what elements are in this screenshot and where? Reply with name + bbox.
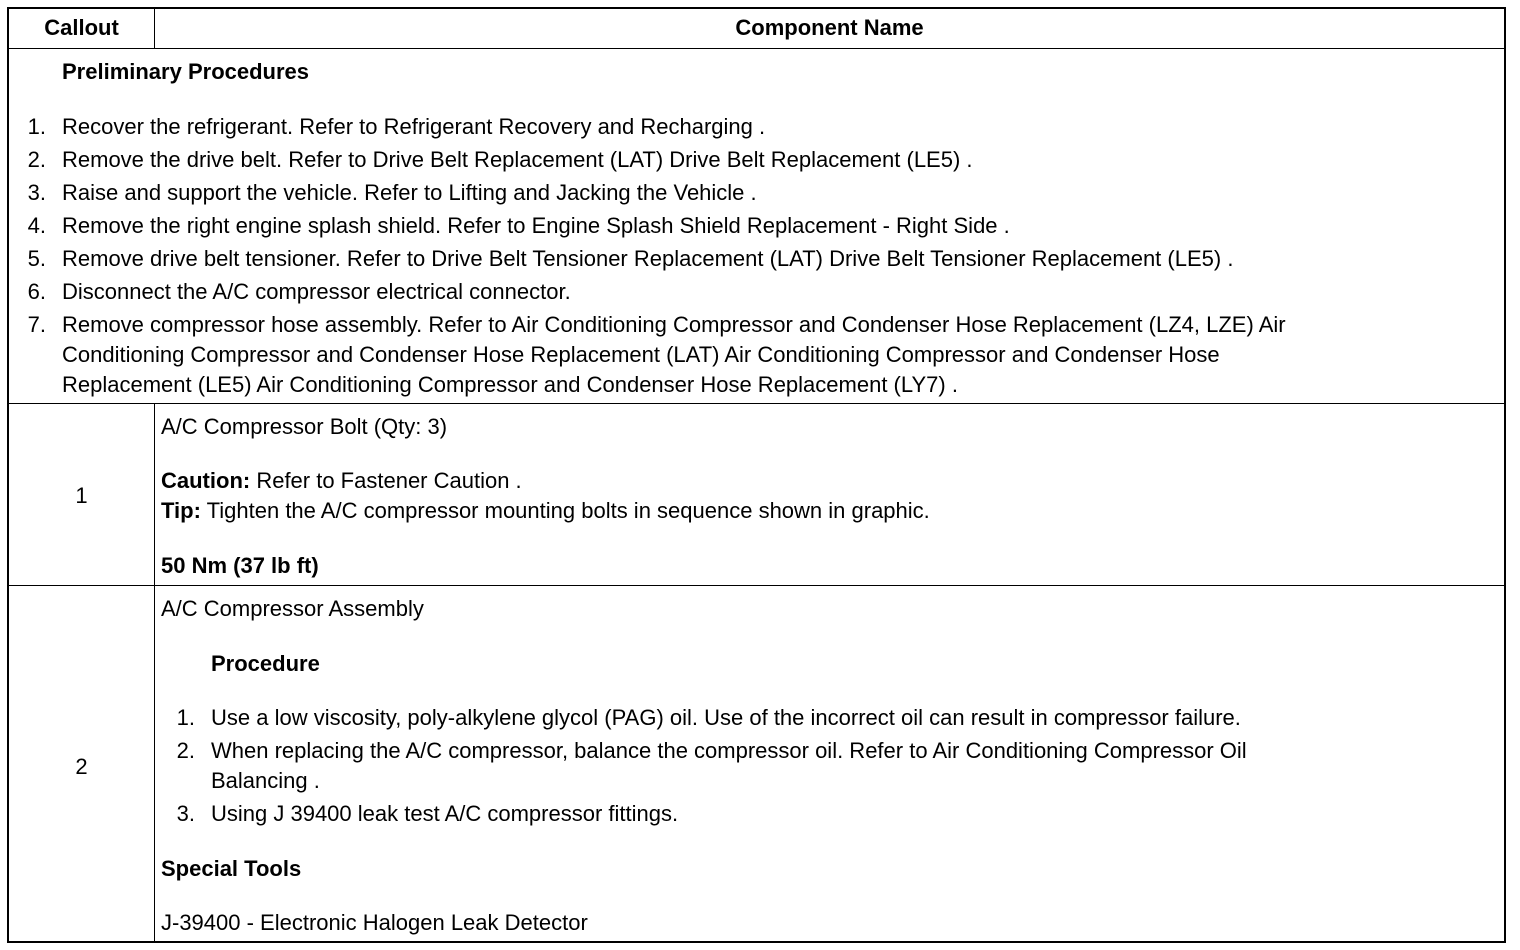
step-number: 1. (176, 705, 195, 730)
callout-number: 1 (75, 483, 88, 508)
component-name-header: Component Name (735, 15, 924, 40)
tip-note (161, 498, 930, 524)
step-number: 6. (27, 279, 46, 304)
step-number: 3. (27, 180, 46, 205)
step-number: 5. (27, 246, 46, 271)
component-name: A/C Compressor Bolt (Qty: 3) (161, 414, 448, 439)
special-tools-heading: Special Tools (161, 856, 302, 881)
row-divider-1 (9, 403, 1504, 404)
step-text: Use a low viscosity, poly-alkylene glycol (PAG) oil. Use of the incorrect oil can result in compressor failure. (211, 705, 1241, 730)
step-text: Recover the refrigerant. Refer to Refrigerant Recovery and Recharging . (62, 114, 766, 139)
procedure-heading: Procedure (211, 651, 320, 676)
torque-spec: 50 Nm (37 lb ft) (161, 553, 319, 578)
procedure-table (7, 7, 1506, 943)
caution-note (161, 468, 522, 494)
row-divider-2 (9, 585, 1504, 586)
step-text-line: Conditioning Compressor and Condenser Hose Replacement (LAT) Air Conditioning Compressor and Condenser Hose (62, 342, 1220, 367)
component-name: A/C Compressor Assembly (161, 596, 424, 621)
step-text-line: Balancing . (211, 768, 320, 793)
special-tool-item: J-39400 - Electronic Halogen Leak Detector (161, 910, 588, 935)
step-text: Remove drive belt tensioner. Refer to Drive Belt Tensioner Replacement (LAT) Drive Belt Tensioner Replacement (LE5) . (62, 246, 1234, 271)
step-text: Using J 39400 leak test A/C compressor fittings. (211, 801, 679, 826)
step-text: Remove the right engine splash shield. Refer to Engine Splash Shield Replacement - Right Side . (62, 213, 1010, 238)
header-divider (9, 48, 1504, 49)
callout-number: 2 (75, 754, 88, 779)
row-column-divider (154, 403, 155, 941)
step-text-line: When replacing the A/C compressor, balance the compressor oil. Refer to Air Conditioning Compressor Oil (211, 738, 1247, 763)
step-number: 1. (27, 114, 46, 139)
step-number: 2. (27, 147, 46, 172)
tip-text: Tighten the A/C compressor mounting bolts in sequence shown in graphic. (200, 498, 930, 523)
caution-text: Refer to Fastener Caution . (250, 468, 522, 493)
tip-label: Tip: (161, 498, 201, 523)
step-number: 3. (176, 801, 195, 826)
step-number: 7. (27, 312, 46, 337)
step-text-line: Remove compressor hose assembly. Refer to Air Conditioning Compressor and Condenser Hose Replacement (LZ4, LZE) Air (62, 312, 1286, 337)
step-text: Remove the drive belt. Refer to Drive Belt Replacement (LAT) Drive Belt Replacement (LE5) . (62, 147, 973, 172)
step-text: Disconnect the A/C compressor electrical connector. (62, 279, 571, 304)
step-text-line: Replacement (LE5) Air Conditioning Compressor and Condenser Hose Replacement (LY7) . (62, 372, 958, 397)
step-number: 2. (176, 738, 195, 763)
callout-header: Callout (44, 15, 119, 40)
step-text: Raise and support the vehicle. Refer to Lifting and Jacking the Vehicle . (62, 180, 757, 205)
step-number: 4. (27, 213, 46, 238)
preliminary-heading: Preliminary Procedures (62, 59, 310, 84)
caution-label: Caution: (161, 468, 251, 493)
